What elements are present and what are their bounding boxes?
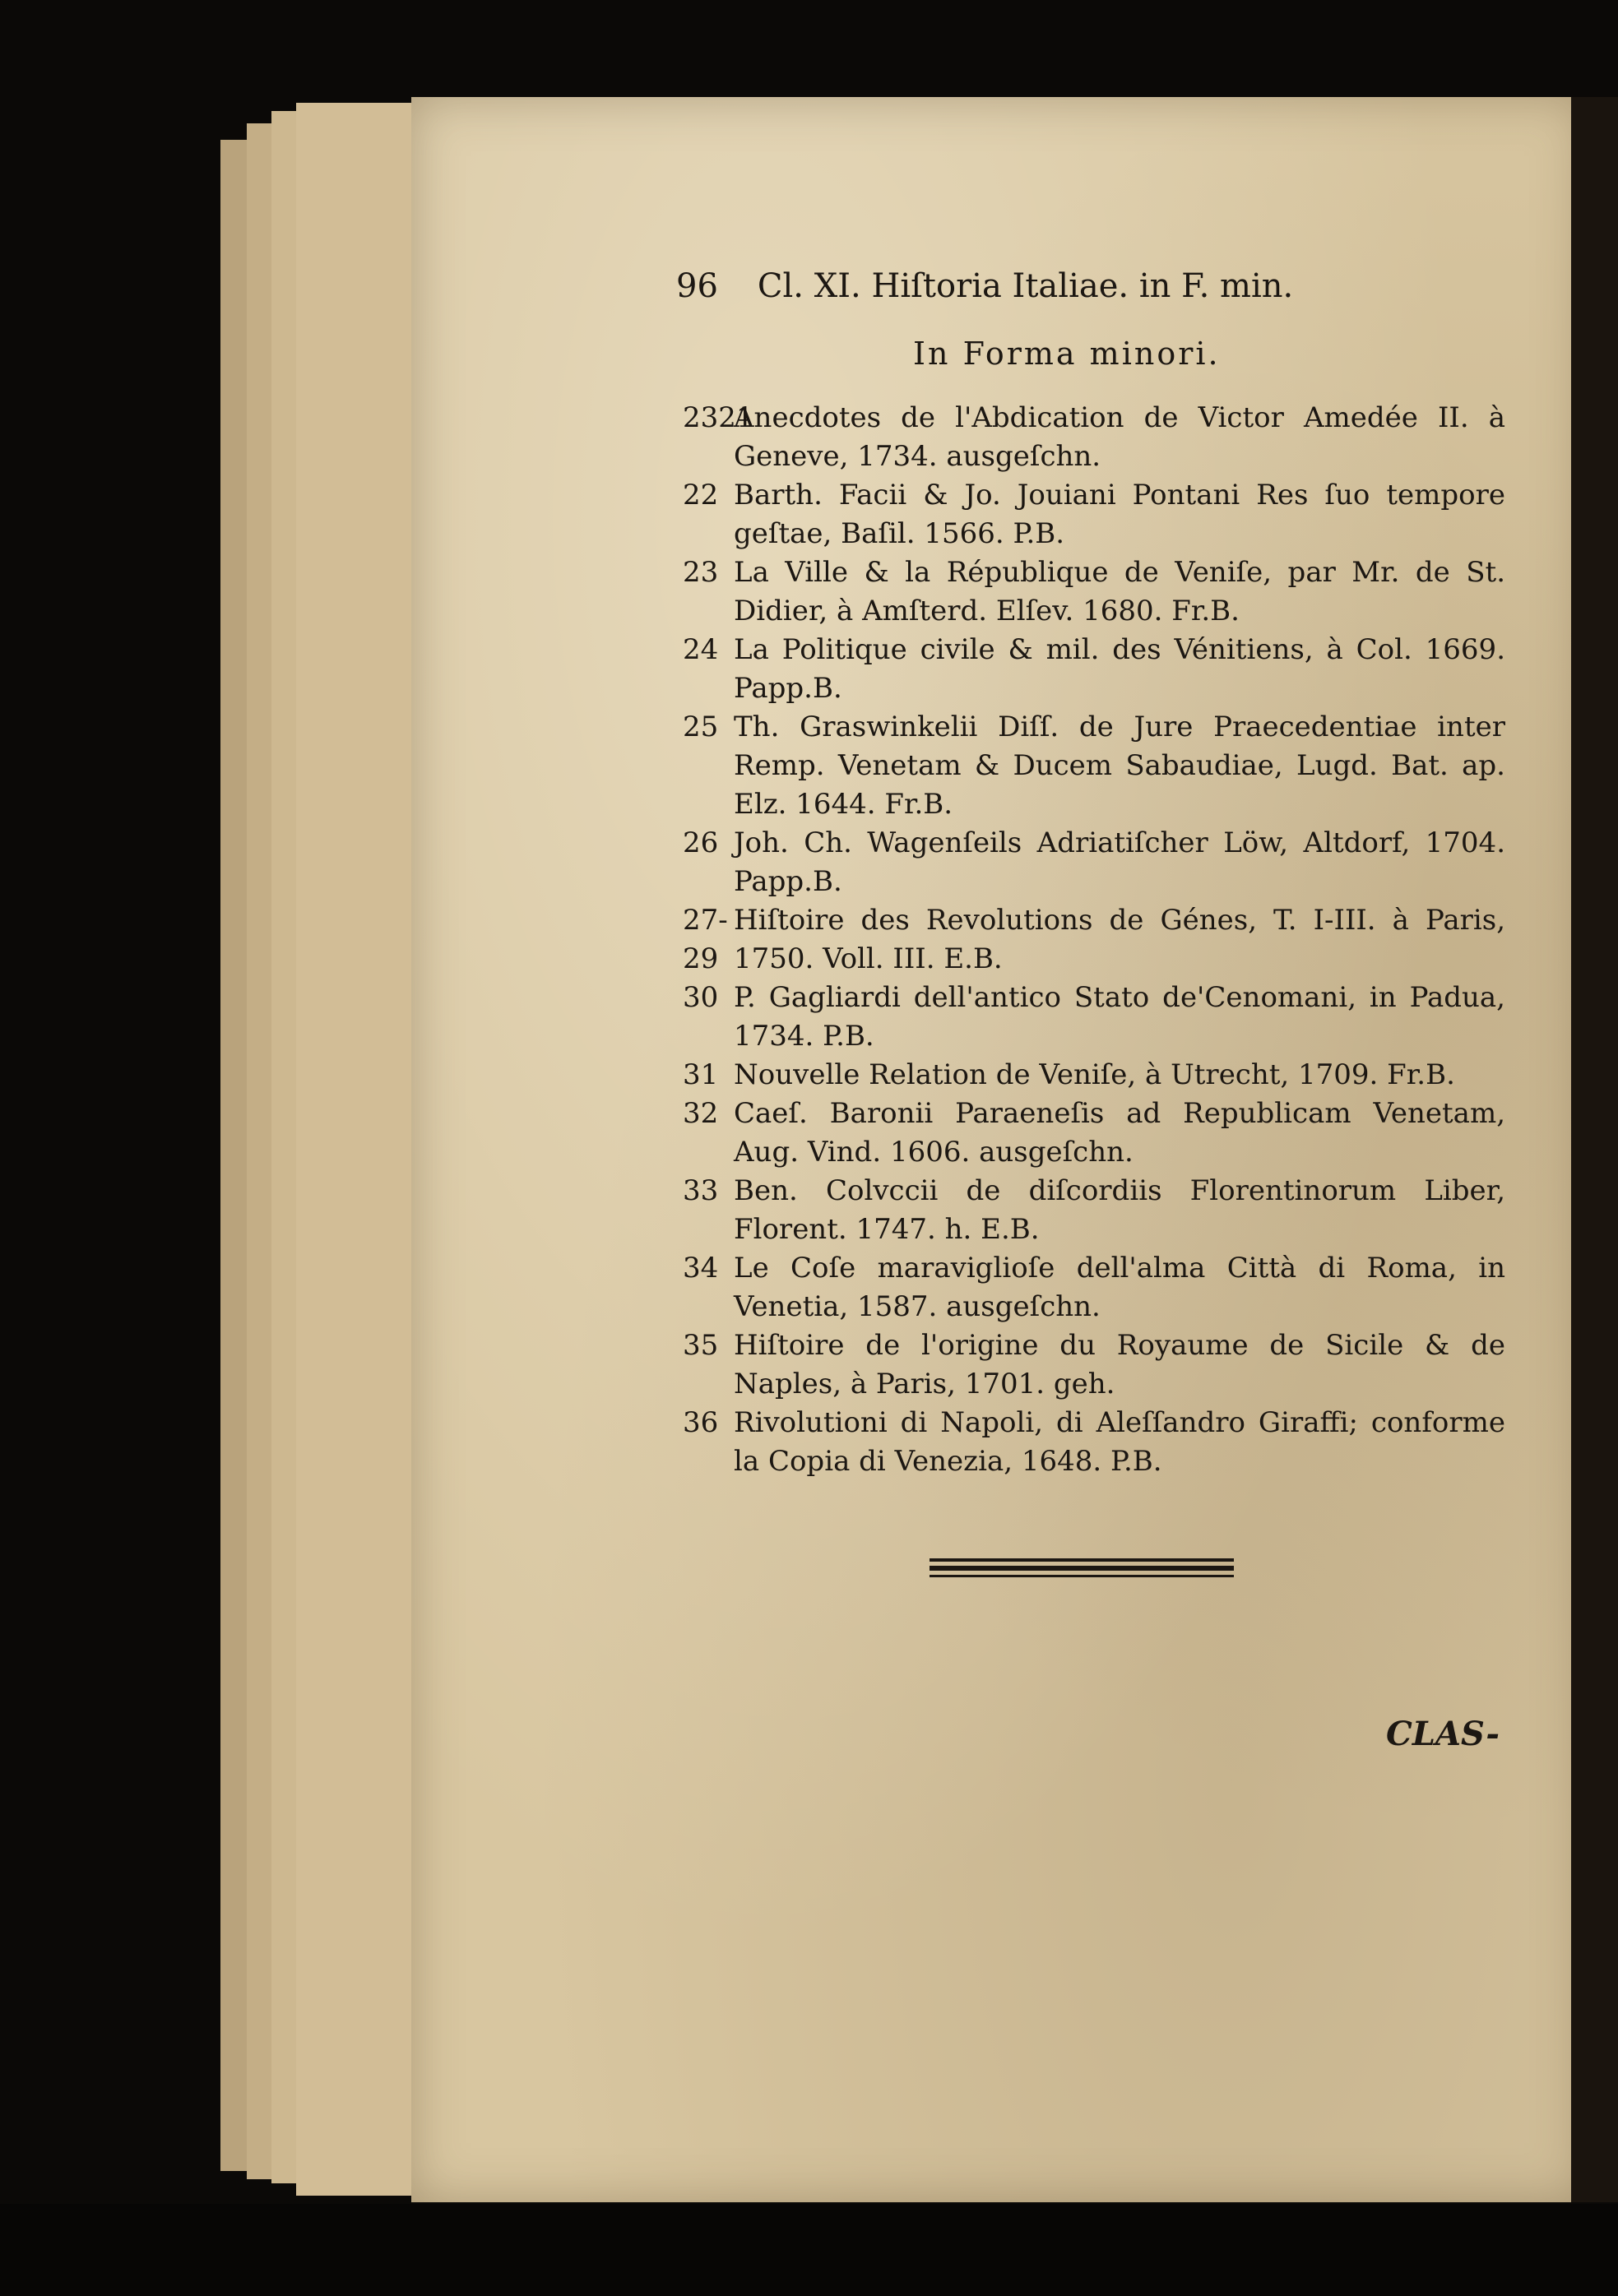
entry-text: Nouvelle Relation de Veniſe, à Utrecht, 1709. Fr.B. xyxy=(734,1058,1455,1091)
rule-line xyxy=(930,1558,1234,1562)
section-title: In Forma minori. xyxy=(913,336,1221,372)
entry-number: 30 xyxy=(683,981,719,1014)
entry-text: La Politique civile & mil. des Vénitiens, à Col. 1669. Papp.B. xyxy=(734,633,1505,705)
list-item xyxy=(683,979,1505,1056)
list-item xyxy=(683,399,1505,476)
list-item xyxy=(683,1095,1505,1172)
entry-number: 34 xyxy=(683,1252,719,1285)
list-item xyxy=(683,1404,1505,1481)
list-item xyxy=(683,1326,1505,1404)
entry-text: Th. Graswinkelii Diſſ. de Jure Praecedentiae inter Remp. Venetam & Ducem Sabaudiae, Lugd. Bat. ap. Elz. 1644. Fr.B. xyxy=(734,711,1505,821)
entry-number: 2321 xyxy=(683,401,754,434)
list-item xyxy=(683,553,1505,631)
entry-number: 23 xyxy=(683,556,719,589)
entry-text: Caeſ. Baronii Paraeneſis ad Republicam Venetam, Aug. Vind. 1606. ausgeſchn. xyxy=(734,1097,1505,1169)
entry-text: Ben. Colvccii de diſcordiis Florentinorum Liber, Florent. 1747. h. E.B. xyxy=(734,1174,1505,1246)
entry-number: 36 xyxy=(683,1406,719,1439)
entry-number: 35 xyxy=(683,1329,719,1362)
entry-number: 26 xyxy=(683,826,719,859)
entry-text: Anecdotes de l'Abdication de Victor Amedée II. à Geneve, 1734. ausgeſchn. xyxy=(734,401,1505,473)
entry-text: Joh. Ch. Wagenſeils Adriatiſcher Löw, Altdorf, 1704. Papp.B. xyxy=(734,826,1505,898)
list-item xyxy=(683,824,1505,901)
entry-number: 31 xyxy=(683,1058,719,1091)
list-item xyxy=(683,1056,1505,1095)
entry-number: 32 xyxy=(683,1097,719,1130)
list-item xyxy=(683,476,1505,553)
list-item xyxy=(683,901,1505,979)
entry-number: 27-29 xyxy=(683,904,728,975)
entry-number: 22 xyxy=(683,479,719,512)
gutter-shadow xyxy=(1571,97,1618,2202)
entry-text: Le Coſe maraviglioſe dell'alma Città di Roma, in Venetia, 1587. ausgeſchn. xyxy=(734,1252,1505,1323)
rule-line xyxy=(930,1566,1234,1571)
list-item xyxy=(683,1249,1505,1326)
entry-number: 24 xyxy=(683,633,719,666)
entry-text: Rivolutioni di Napoli, di Aleſſandro Giraffi; conforme la Copia di Venezia, 1648. P.B. xyxy=(734,1406,1505,1478)
entry-text: La Ville & la République de Veniſe, par Mr. de St. Didier, à Amſterd. Elſev. 1680. Fr.B. xyxy=(734,556,1505,627)
page-edge xyxy=(296,103,413,2196)
running-title: Cl. XI. Hiſtoria Italiae. in F. min. xyxy=(757,267,1294,305)
page-number: 96 xyxy=(676,267,718,305)
entry-number: 25 xyxy=(683,711,719,743)
list-item xyxy=(683,1172,1505,1249)
list-item xyxy=(683,631,1505,708)
running-header xyxy=(676,267,1416,305)
entry-text: Hiſtoire de l'origine du Royaume de Sicile & de Naples, à Paris, 1701. geh. xyxy=(734,1329,1505,1400)
rule-line xyxy=(930,1575,1234,1577)
entry-text: Hiſtoire des Revolutions de Génes, T. I-III. à Paris, 1750. Voll. III. E.B. xyxy=(734,904,1505,975)
list-item xyxy=(683,708,1505,824)
catchword: CLAS- xyxy=(1386,1715,1500,1753)
scan-background xyxy=(0,2204,1618,2296)
entry-text: P. Gagliardi dell'antico Stato de'Cenomani, in Padua, 1734. P.B. xyxy=(734,981,1505,1053)
decorative-rule xyxy=(930,1558,1234,1580)
entry-text: Barth. Facii & Jo. Jouiani Pontani Res ſuo tempore geſtae, Baſil. 1566. P.B. xyxy=(734,479,1505,550)
entry-number: 33 xyxy=(683,1174,719,1207)
catalog-entries xyxy=(683,399,1505,1481)
